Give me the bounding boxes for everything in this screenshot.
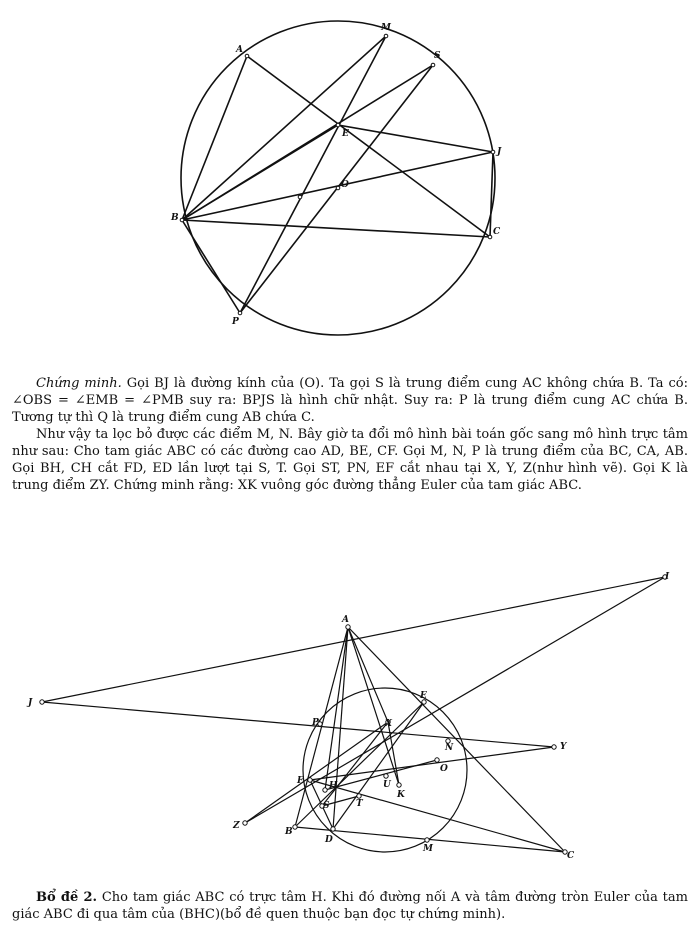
- label-s2: S: [323, 801, 330, 811]
- label-k: K: [397, 790, 405, 800]
- line-ho: [325, 760, 437, 790]
- label-a: A: [236, 45, 243, 55]
- label-m2: M: [423, 844, 433, 854]
- label-f: F: [297, 776, 304, 786]
- line-jy: [42, 702, 554, 747]
- label-n: N: [445, 743, 454, 753]
- segment-jc: [490, 152, 493, 237]
- segment-bc: [182, 220, 490, 237]
- label-z: Z: [233, 821, 240, 831]
- label-s: S: [434, 51, 441, 61]
- label-b: B: [171, 213, 179, 223]
- line-xs: [322, 722, 388, 806]
- figure-1: [0, 0, 700, 340]
- label-u: U: [383, 780, 391, 790]
- lemma-label: Bổ đề 2.: [36, 890, 98, 905]
- line-ak: [348, 627, 399, 785]
- line-iz: [245, 577, 665, 823]
- line-ah: [325, 627, 348, 790]
- segment-mp: [240, 36, 386, 313]
- label-b2: B: [285, 827, 293, 837]
- label-e2: E: [420, 691, 427, 701]
- label-y: Y: [560, 742, 567, 752]
- label-d: D: [325, 835, 333, 845]
- problem-paragraph: Như vậy ta lọc bỏ được các điểm M, N. Bây giờ ta đổi mô hình bài toán gốc sang mô hình trực tâm như sau: Cho tam giác ABC có các đường cao AD, BE, CF. Gọi M, N, P là trung điểm của BC, CA, AB. Gọi BH, CH cắt FD, ED lần lượt tại S, T. Gọi ST, PN, EF cắt nhau tại X, Y, Z(như hình vẽ). Gọi K là trung điểm ZY. Chứng minh rằng: XK vuông góc đường thẳng Euler của tam giác ABC.: [12, 427, 688, 493]
- label-p2: P: [312, 718, 319, 728]
- label-j: J: [497, 147, 502, 157]
- label-c: C: [493, 227, 501, 237]
- segment-ac: [247, 56, 490, 237]
- segment-e-j: [338, 125, 493, 152]
- lemma-text: Cho tam giác ABC có trực tâm H. Khi đó đường nối A và tâm đường tròn Euler của tam giác ABC đi qua tâm của (BHC)(bổ đề quen thuộc bạn đọc tự chứng minh).: [12, 890, 688, 922]
- label-m: M: [381, 23, 391, 33]
- label-e: E: [342, 129, 349, 139]
- label-x: X: [385, 719, 392, 729]
- label-h: H: [329, 781, 338, 791]
- label-o2: O: [440, 764, 448, 774]
- line-ax: [348, 627, 388, 722]
- label-j2: J: [28, 698, 33, 708]
- lemma-paragraph: [12, 889, 688, 923]
- label-c2: C: [567, 851, 575, 861]
- proof-paragraph: [12, 375, 688, 426]
- side-ac: [348, 627, 565, 852]
- label-a2: A: [342, 615, 349, 625]
- label-p: P: [232, 317, 239, 327]
- label-i: I: [665, 572, 670, 582]
- label-o: O: [341, 180, 349, 190]
- label-t: T: [356, 799, 363, 809]
- proof-text: Gọi BJ là đường kính của (O). Ta gọi S là trung điểm cung AC không chứa B. Ta có: ∠OBS = ∠EMB = ∠PMB suy ra: BPJS là hình chữ nhật. Suy ra: P là trung điểm cung AC chứa B. Tương tự thì Q là trung điểm cung AB chứa C.: [12, 376, 688, 425]
- figure-2: [0, 545, 700, 875]
- proof-label: Chứng minh.: [36, 376, 122, 391]
- segment-bp: [182, 220, 240, 313]
- altitude-cf: [310, 780, 565, 852]
